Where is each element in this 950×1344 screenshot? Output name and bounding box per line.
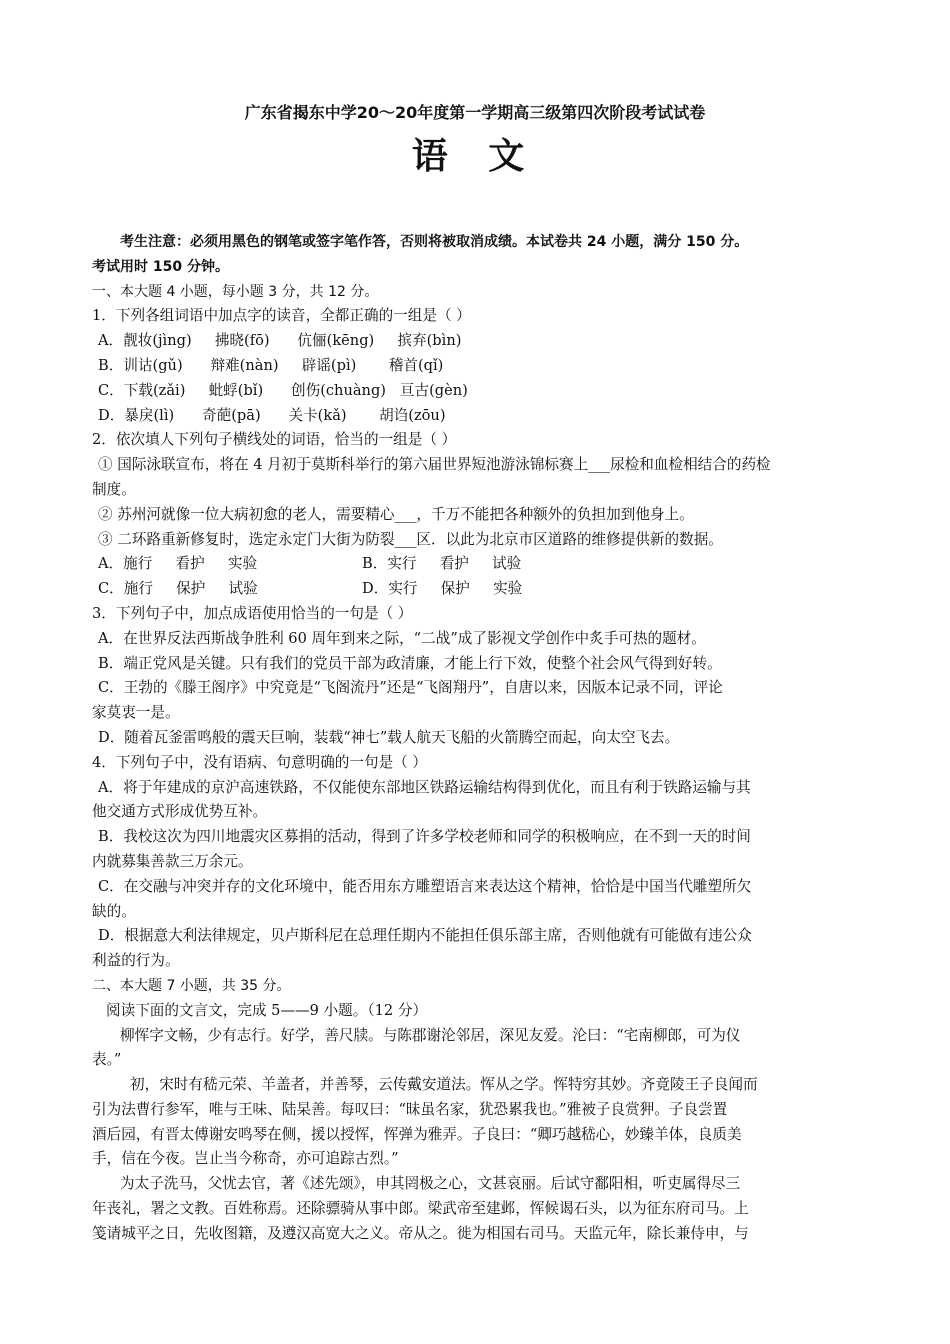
question-stem: 1．下列各组词语中加点字的读音，全都正确的一组是（ ） <box>92 307 471 325</box>
notice-line: 考生注意：必须用黑色的钢笔或签字笔作答，否则将被取消成绩。本试卷共 24 小题，满分 150 分。 <box>120 234 749 250</box>
notice-line: 考试用时 150 分钟。 <box>92 258 229 275</box>
passage-line: 酒后园，有晋太傅谢安鸣琴在侧，援以授恽，恽弹为雅弄。子良曰：“卿巧越嵇心，妙臻羊体，良质美 <box>92 1125 742 1143</box>
exam-content <box>92 230 862 1247</box>
option-d-cont: 利益的行为。 <box>92 952 180 970</box>
passage-line: 手，信在今夜。岂止当今称奇，亦可追踪古烈。” <box>92 1150 399 1168</box>
option-b: B．实行 看护 试验 <box>362 555 522 573</box>
exam-title: 广东省揭东中学20～20年度第一学期高三级第四次阶段考试试卷 <box>244 103 706 122</box>
question-stem: 4．下列句子中，没有语病、句意明确的一句是（ ） <box>92 753 427 771</box>
passage-line: 引为法曹行参军，唯与王味、陆杲善。每叹曰：“昧虽名家，犹恐累我也。”雅被子良赏狎。子良尝置 <box>92 1100 728 1118</box>
passage-line: 为太子洗马，父忧去官，著《述先颂》，申其罔极之心，文甚哀丽。后试守鄱阳相，听吏属得尽三 <box>120 1175 741 1193</box>
option-c: C．下载(zǎi) 蚍蜉(bǐ) 创伤(chuàng) 亘古(gèn) <box>98 381 468 399</box>
section-heading: 二、本大题 7 小题，共 35 分。 <box>92 977 291 994</box>
option-a-cont: 他交通方式形成优势互补。 <box>92 803 268 821</box>
option-c: C．施行 保护 试验 <box>98 580 258 598</box>
option-a: A．将于年建成的京沪高速铁路，不仅能使东部地区铁路运输结构得到优化，而且有利于铁路运输与其 <box>98 778 751 796</box>
sentence-1-cont: 制度。 <box>92 480 136 498</box>
option-d: D．根据意大利法律规定，贝卢斯科尼在总理任期内不能担任俱乐部主席，否则他就有可能做有违公众 <box>98 927 752 945</box>
options-row <box>92 552 862 577</box>
question-stem: 3．下列句子中，加点成语使用恰当的一句是（ ） <box>92 604 413 622</box>
passage-line: 柳恽字文畅，少有志行。好学，善尺牍。与陈郡谢沦邻居，深见友爱。沦曰：“宅南柳郎，可为仪 <box>120 1026 741 1044</box>
sentence-2: ② 苏州河就像一位大病初愈的老人，需要精心___，千万不能把各种额外的负担加到他身上。 <box>98 505 694 523</box>
option-a: A．施行 看护 实验 <box>98 555 258 573</box>
sentence-1: ① 国际泳联宣布，将在 4 月初于莫斯科举行的第六届世界短池游泳锦标赛上___尿检和血检相结合的药检 <box>98 456 771 474</box>
section-heading: 一、本大题 4 小题，每小题 3 分，共 12 分。 <box>92 283 379 300</box>
question-stem: 2．依次填人下列句子横线处的词语，恰当的一组是（ ） <box>92 431 457 449</box>
options-row <box>92 577 862 602</box>
option-b: B．我校这次为四川地震灾区募捐的活动，得到了许多学校老师和同学的积极响应，在不到一天的时间 <box>98 828 751 846</box>
option-c-cont: 家莫衷一是。 <box>92 704 180 722</box>
option-a: A．在世界反法西斯战争胜利 60 周年到来之际，“二战”成了影视文学创作中炙手可热的题材。 <box>98 629 706 647</box>
option-d: D．随着瓦釜雷鸣般的震天巨响，装载“神七”载人航天飞船的火箭腾空而起，向太空飞去。 <box>98 728 680 746</box>
passage-line: 表。” <box>92 1051 122 1069</box>
option-c: C．王勃的《滕王阁序》中究竟是“飞阁流丹”还是“飞阁翔丹”，自唐以来，因版本记录不同，评论 <box>98 679 723 697</box>
subject-title: 语 文 <box>411 136 539 177</box>
passage-line: 初，宋时有嵇元荣、羊盖者，并善琴，云传戴安道法。恽从之学。恽特穷其妙。齐竟陵王子良闻而 <box>130 1076 758 1094</box>
option-c-cont: 缺的。 <box>92 902 136 920</box>
option-a: A．靓妆(jìng) 拂晓(fō) 伉俪(kēng) 摈弃(bìn) <box>98 332 462 350</box>
option-b-cont: 内就募集善款三万余元。 <box>92 852 253 870</box>
sentence-3: ③ 二环路重新修复时，选定永定门大街为防裂___区．以此为北京市区道路的维修提供新的数据。 <box>98 530 723 548</box>
passage-line: 年丧礼，署之文教。百姓称焉。还除骠骑从事中郎。梁武帝至建邺，恽候谒石头，以为征东府司马。上 <box>92 1200 749 1218</box>
option-d: D．暴戾(lì) 奇葩(pā) 关卡(kǎ) 胡诌(zōu) <box>98 406 446 424</box>
passage-line: 笺请城平之日，先收图籍，及遵汉高宽大之义。帝从之。徙为相国右司马。天监元年，除长兼侍申，与 <box>92 1224 749 1242</box>
option-b: B．端正党风是关键。只有我们的党员干部为政清廉，才能上行下效，使整个社会风气得到好转。 <box>98 654 722 672</box>
candidate-notice <box>92 230 862 280</box>
option-c: C．在交融与冲突并存的文化环境中，能否用东方雕塑语言来表达这个精神，恰恰是中国当代雕塑所欠 <box>98 877 752 895</box>
option-d: D．实行 保护 实验 <box>362 580 523 598</box>
reading-intro: 阅读下面的文言文，完成 5——9 小题。（12 分） <box>106 1001 428 1019</box>
option-b: B．训诂(gǔ) 辩难(nàn) 辟谣(pì) 稽首(qǐ) <box>98 356 444 374</box>
